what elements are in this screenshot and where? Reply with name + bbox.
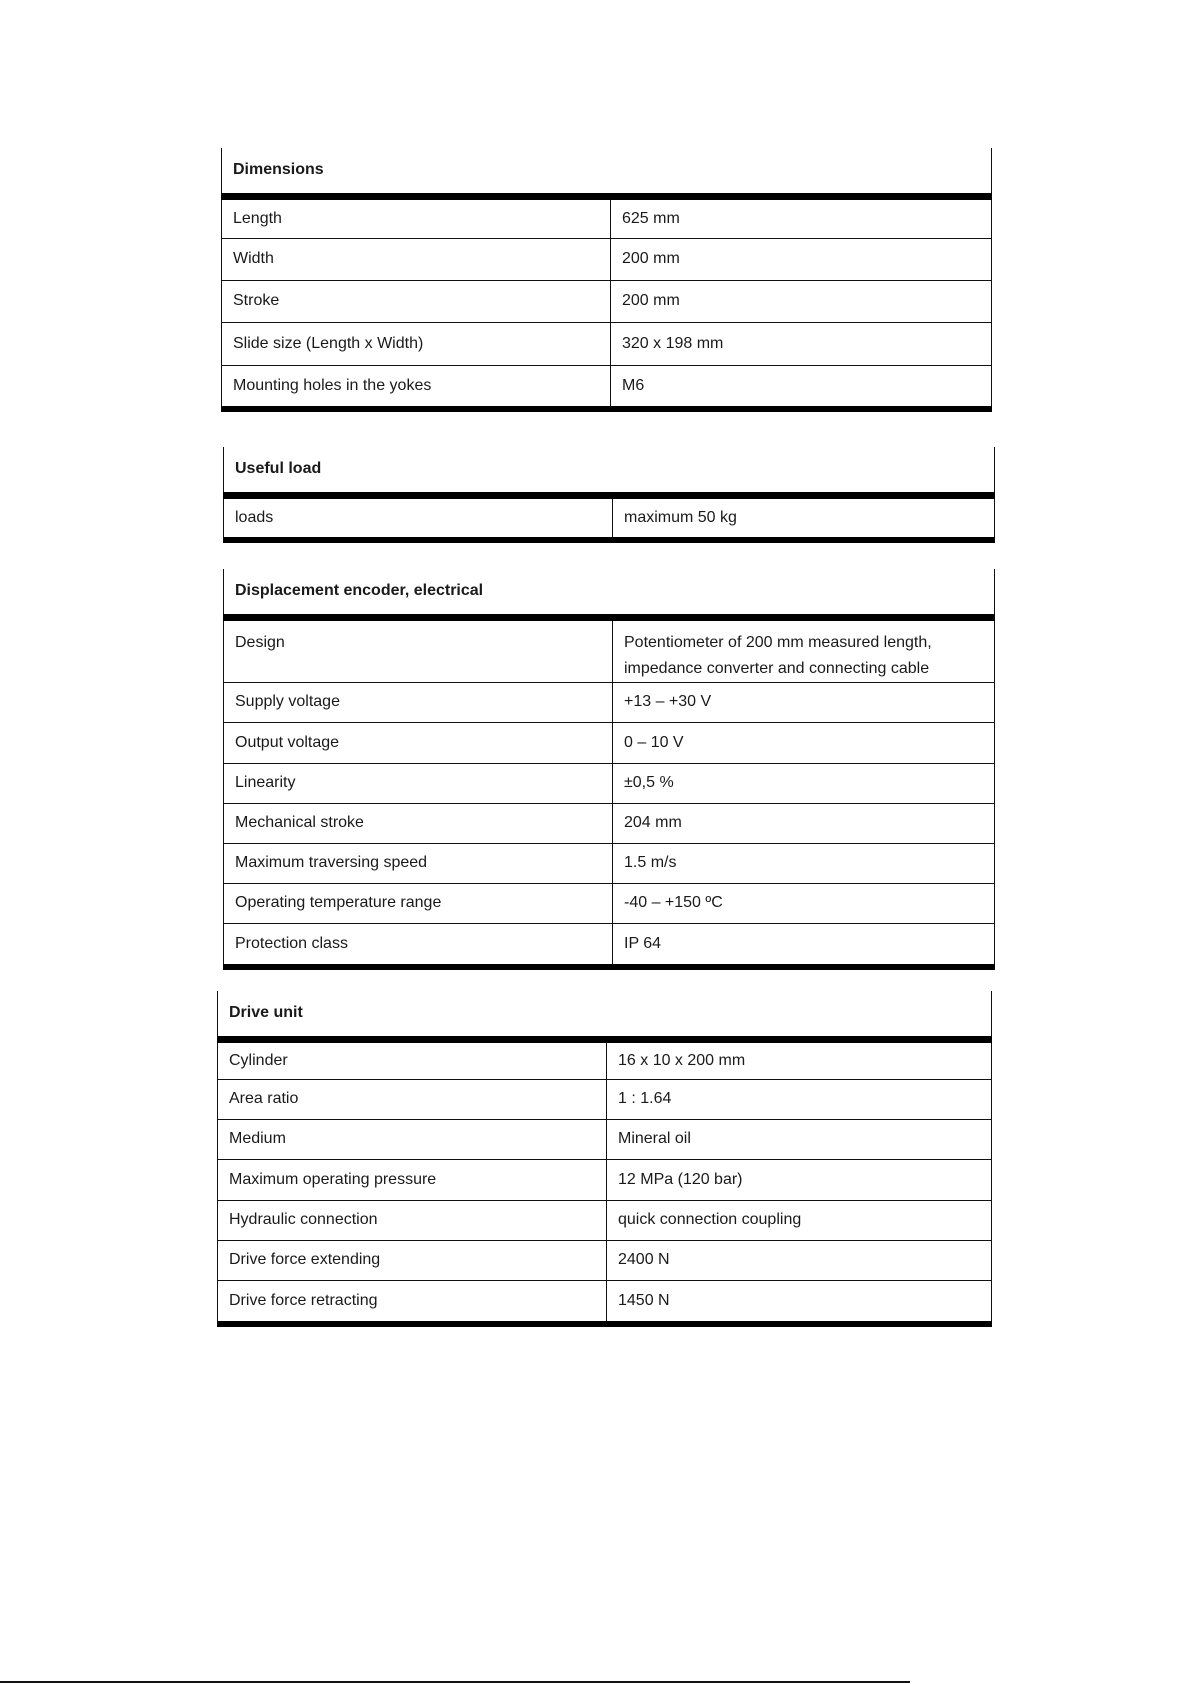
table-row <box>224 803 995 843</box>
table-row <box>222 196 992 238</box>
spec-label: Design <box>224 617 613 682</box>
table-row <box>224 495 995 540</box>
spec-label: Medium <box>218 1119 607 1159</box>
spec-label: Cylinder <box>218 1039 607 1079</box>
spec-value: Mineral oil <box>607 1119 992 1159</box>
spec-label: Output voltage <box>224 722 613 763</box>
spec-label: Linearity <box>224 763 613 803</box>
spec-value: 1450 N <box>607 1280 992 1324</box>
table-row <box>224 883 995 923</box>
table-row <box>224 722 995 763</box>
table-row <box>224 682 995 722</box>
spec-value: 0 – 10 V <box>613 722 995 763</box>
spec-value: 1 : 1.64 <box>607 1079 992 1119</box>
spec-label: Maximum operating pressure <box>218 1159 607 1200</box>
spec-label: Length <box>222 196 611 238</box>
spec-value: 204 mm <box>613 803 995 843</box>
table-title: Displacement encoder, electrical <box>224 569 995 617</box>
spec-value-line: impedance converter and connecting cable <box>624 659 930 677</box>
table-row <box>218 1159 992 1200</box>
table-row <box>218 1240 992 1280</box>
table-title: Dimensions <box>222 148 992 196</box>
spec-label: Stroke <box>222 280 611 322</box>
spec-value: 625 mm <box>611 196 992 238</box>
spec-label: Drive force extending <box>218 1240 607 1280</box>
spec-value: -40 – +150 ºC <box>613 883 995 923</box>
spec-value: M6 <box>611 365 992 409</box>
spec-value: 12 MPa (120 bar) <box>607 1159 992 1200</box>
spec-value: 200 mm <box>611 238 992 280</box>
table-row <box>218 1079 992 1119</box>
drive-unit-table <box>217 991 992 1327</box>
table-row <box>224 923 995 967</box>
spec-label: Area ratio <box>218 1079 607 1119</box>
spec-label: Protection class <box>224 923 613 967</box>
table-row <box>222 322 992 365</box>
table-row <box>222 280 992 322</box>
spec-value: ±0,5 % <box>613 763 995 803</box>
spec-value: +13 – +30 V <box>613 682 995 722</box>
table-row <box>218 1039 992 1079</box>
spec-label: Hydraulic connection <box>218 1200 607 1240</box>
table-row <box>224 843 995 883</box>
table-row <box>224 763 995 803</box>
footer-rule <box>0 1681 910 1683</box>
spec-label: Supply voltage <box>224 682 613 722</box>
displacement-encoder-table <box>223 569 995 970</box>
table-title: Drive unit <box>218 991 992 1039</box>
spec-label: Width <box>222 238 611 280</box>
spec-value: quick connection coupling <box>607 1200 992 1240</box>
table-row <box>222 365 992 409</box>
table-row <box>218 1200 992 1240</box>
table-row <box>224 617 995 682</box>
table-row <box>218 1119 992 1159</box>
spec-value-line: Potentiometer of 200 mm measured length, <box>624 633 932 651</box>
spec-value: 2400 N <box>607 1240 992 1280</box>
spec-label: Mechanical stroke <box>224 803 613 843</box>
table-title: Useful load <box>224 447 995 495</box>
spec-label: Operating temperature range <box>224 883 613 923</box>
spec-label: Mounting holes in the yokes <box>222 365 611 409</box>
spec-label: Drive force retracting <box>218 1280 607 1324</box>
spec-label: Slide size (Length x Width) <box>222 322 611 365</box>
dimensions-table <box>221 148 992 412</box>
spec-label: loads <box>224 495 613 540</box>
table-row <box>222 238 992 280</box>
useful-load-table <box>223 447 995 543</box>
spec-value: 200 mm <box>611 280 992 322</box>
spec-value: maximum 50 kg <box>613 495 995 540</box>
spec-value <box>613 617 995 682</box>
spec-value: 16 x 10 x 200 mm <box>607 1039 992 1079</box>
spec-label: Maximum traversing speed <box>224 843 613 883</box>
spec-value: 320 x 198 mm <box>611 322 992 365</box>
table-row <box>218 1280 992 1324</box>
spec-value: IP 64 <box>613 923 995 967</box>
spec-value: 1.5 m/s <box>613 843 995 883</box>
